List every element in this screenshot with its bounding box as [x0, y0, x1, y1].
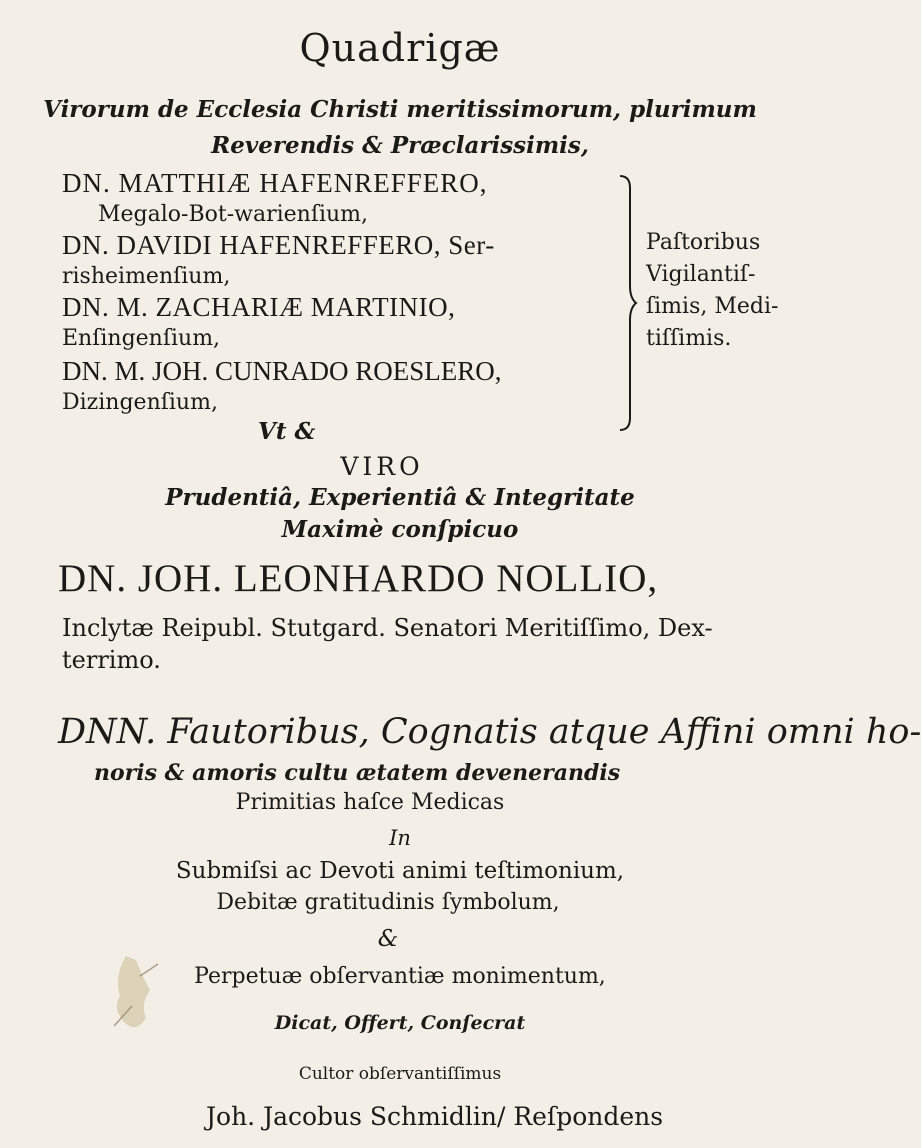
viro-virtues-line: Prudentiâ, Experientiâ & Integritate [165, 484, 635, 511]
pastors-side-line-3: ſimis, Medi- [646, 294, 779, 319]
pastor-name-1: DN. MATTHIÆ HAFENREFFERO, [62, 168, 488, 198]
pastor-place-2: risheimenſium, [62, 264, 231, 289]
pastor-name-4: DN. M. JOH. CUNRADO ROESLERO, [62, 356, 502, 386]
pastor-name-3: DN. M. ZACHARIÆ MARTINIO, [62, 292, 456, 322]
pastor-place-4: Dizingenſium, [62, 390, 218, 415]
pastor-name-2: DN. DAVIDI HAFENREFFERO, Ser- [62, 230, 495, 260]
page-title: Quadrigæ [299, 26, 501, 70]
pastor-place-3: Enſingenſium, [62, 326, 221, 351]
subtitle-line-2: Reverendis & Præclarissimis, [211, 132, 589, 159]
closing-line-1: DNN. Fautoribus, Cognatis atque Affini omni ho- [58, 712, 921, 752]
closing-line-3: Primitias haſce Medicas [235, 790, 505, 815]
pastors-side-line-4: tiſſimis. [646, 326, 732, 351]
vt-et: Vt & [258, 418, 316, 445]
viro-heading: VIRO [340, 452, 424, 481]
closing-line-5: Submiſsi ac Devoti animi teſtimonium, [175, 858, 625, 884]
pastors-side-line-2: Vigilantiſ- [646, 262, 756, 287]
subtitle-line-1: Virorum de Ecclesia Christi meritissimorum, plurimum [43, 96, 757, 123]
pastor-place-1: Megalo-Bot-warienſium, [98, 202, 369, 227]
closing-line-6: Debitæ gratitudinis ſymbolum, [216, 890, 560, 915]
closing-line-10: Cultor obſervantiſſimus [298, 1064, 502, 1084]
closing-line-9: Dicat, Offert, Conſecrat [274, 1012, 526, 1034]
viro-conspicuo-line: Maximè conſpicuo [281, 516, 519, 543]
closing-line-11: Joh. Jacobus Schmidlin/ Reſpondens [206, 1102, 664, 1131]
closing-line-7: & [377, 926, 399, 952]
closing-line-2: noris & amoris cultu ætatem devenerandis [94, 760, 621, 786]
closing-line-4: In [389, 826, 411, 850]
dedicatee-title-line: Inclytæ Reipubl. Stutgard. Senatori Meritiſſimo, Dex- [62, 614, 713, 642]
dedicatee-name: DN. JOH. LEONHARDO NOLLIO, [58, 557, 659, 600]
pastors-side-line-1: Paſtoribus [646, 230, 761, 255]
dedicatee-title-line-2: terrimo. [62, 646, 161, 674]
closing-line-8: Perpetuæ obſervantiæ monimentum, [194, 964, 606, 989]
ink-stain-icon [106, 946, 176, 1036]
curly-brace-icon [618, 174, 636, 432]
